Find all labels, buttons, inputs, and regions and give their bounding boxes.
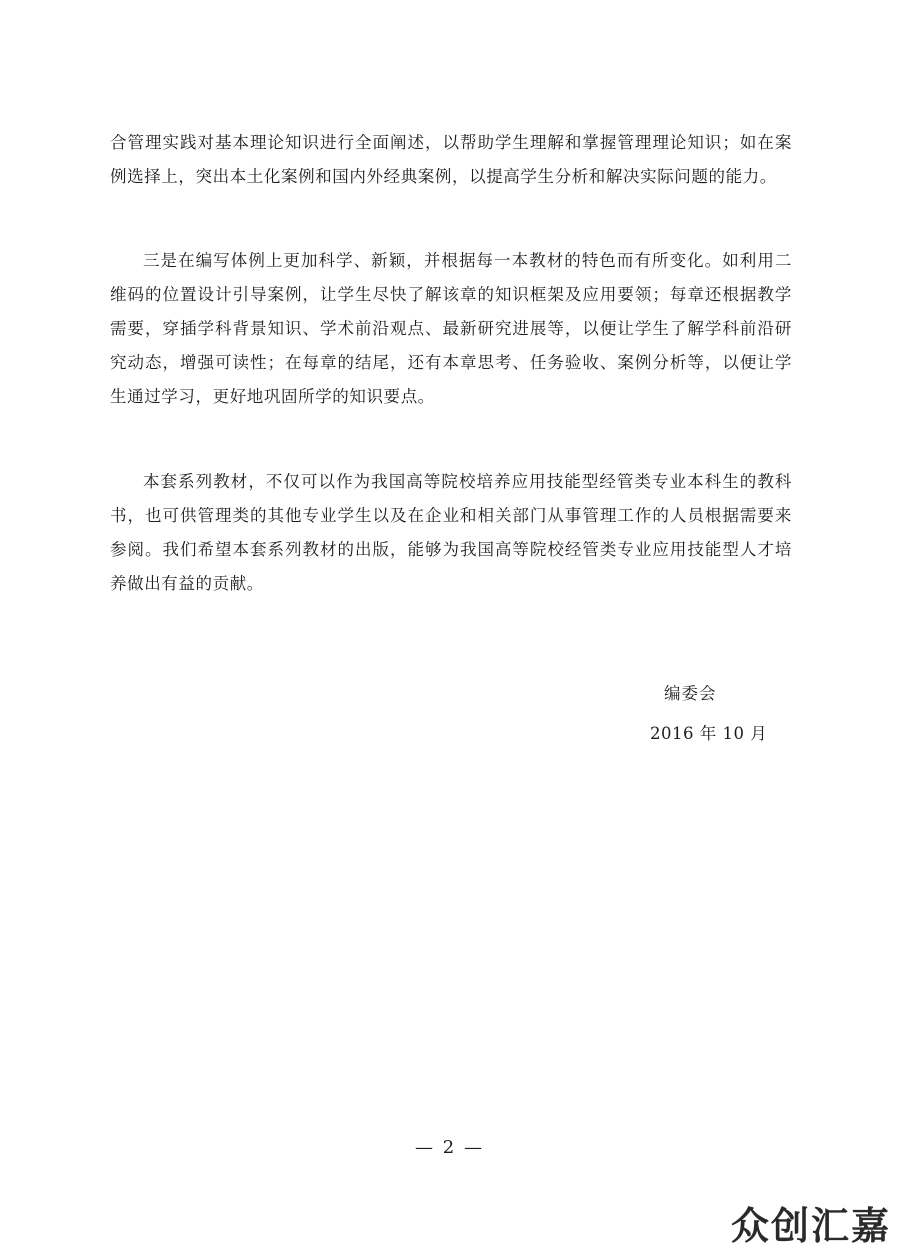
signature-editorial-board: 编委会 <box>664 684 717 703</box>
paragraph-series-purpose: 本套系列教材，不仅可以作为我国高等院校培养应用技能型经管类专业本科生的教科书，也可供管理类的其他专业学生以及在企业和相关部门从事管理工作的人员根据需要来参阅。我们希望本套系列教材的出版，能够为我国高等院校经管类专业应用技能型人才培养做出有益的贡献。 <box>110 472 792 593</box>
paragraph-continuation: 合管理实践对基本理论知识进行全面阐述，以帮助学生理解和掌握管理理论知识；如在案例选择上，突出本土化案例和国内外经典案例，以提高学生分析和解决实际问题的能力。 <box>110 133 792 186</box>
signature-date: 2016 年 10 月 <box>650 724 768 743</box>
page-number: — 2 — <box>415 1137 484 1158</box>
watermark-logo: 众创汇嘉 <box>730 1204 891 1248</box>
paragraph-third-point: 三是在编写体例上更加科学、新颖，并根据每一本教材的特色而有所变化。如利用二维码的位置设计引导案例，让学生尽快了解该章的知识框架及应用要领；每章还根据教学需要，穿插学科背景知识、学术前沿观点、最新研究进展等，以便让学生了解学科前沿研究动态，增强可读性；在每章的结尾，还有本章思考、任务验收、案例分析等，以便让学生通过学习，更好地巩固所学的知识要点。 <box>110 251 792 406</box>
